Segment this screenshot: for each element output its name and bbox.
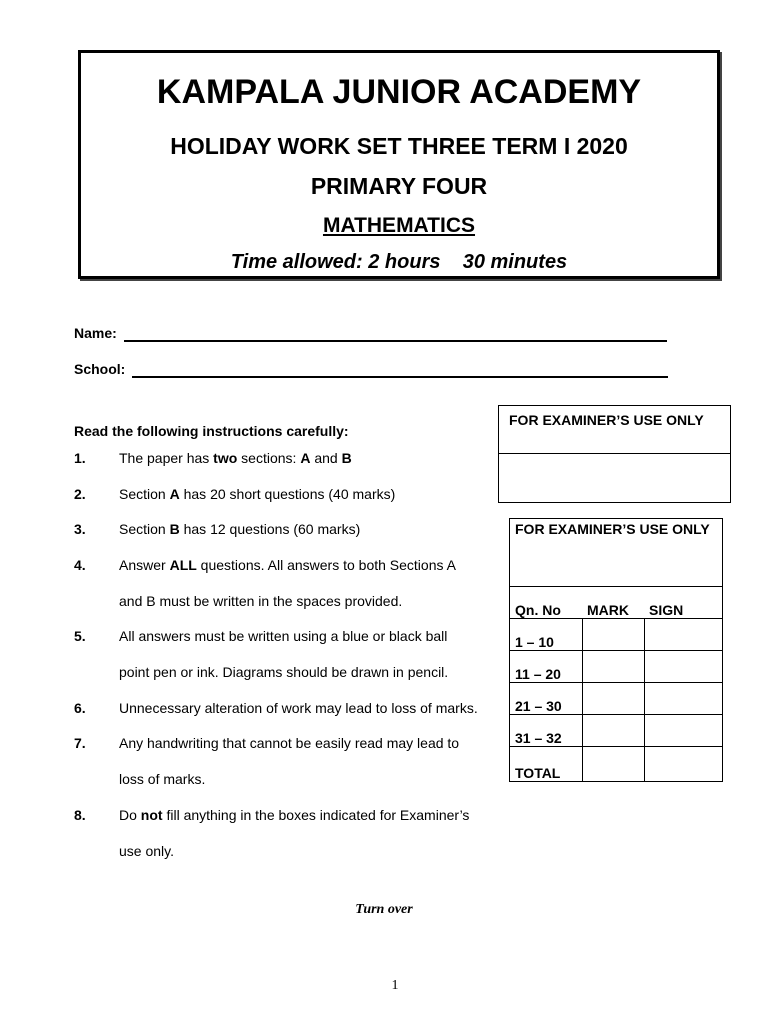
examiner-box-small-title: FOR EXAMINER’S USE ONLY: [509, 412, 704, 428]
question-range-cell: TOTAL: [510, 747, 583, 782]
instruction-text: The paper has two sections: A and B: [119, 450, 352, 466]
examiner-table-row: [510, 619, 723, 651]
sign-cell: [644, 715, 723, 747]
instructions-heading: Read the following instructions carefully:: [74, 423, 349, 439]
examiner-table-row: [510, 747, 723, 782]
examiner-table-row: [510, 715, 723, 747]
mark-cell: [582, 747, 644, 782]
examiner-table-title: FOR EXAMINER’S USE ONLY: [510, 519, 723, 587]
header-box: [78, 50, 720, 279]
page-number: 1: [391, 978, 399, 993]
instruction-number: 7.: [74, 735, 86, 751]
instruction-number: 5.: [74, 628, 86, 644]
examiner-table: [509, 518, 723, 782]
school-line: [132, 376, 668, 378]
set-title: HOLIDAY WORK SET THREE TERM I 2020: [170, 133, 628, 159]
instruction-text: Section B has 12 questions (60 marks): [119, 521, 361, 537]
school-name: KAMPALA JUNIOR ACADEMY: [156, 73, 642, 111]
header-mark: MARK: [582, 587, 644, 619]
instruction-text: Answer ALL questions. All answers to both Sections A: [119, 557, 456, 573]
instruction-text: Unnecessary alteration of work may lead to loss of marks.: [119, 700, 478, 716]
subject-title: MATHEMATICS: [322, 214, 476, 237]
sign-cell: [644, 619, 723, 651]
question-range-cell: 1 – 10: [510, 619, 583, 651]
mark-cell: [582, 683, 644, 715]
mark-cell: [582, 619, 644, 651]
class-title: PRIMARY FOUR: [310, 173, 488, 199]
name-label: Name:: [74, 325, 117, 341]
instruction-text: Any handwriting that cannot be easily read may lead to: [119, 735, 460, 751]
mark-cell: [582, 715, 644, 747]
examiner-box-divider: [499, 453, 730, 454]
question-range-cell: 21 – 30: [510, 683, 583, 715]
examiner-box-small: [498, 405, 731, 503]
examiner-table-row: [510, 651, 723, 683]
instruction-number: 8.: [74, 807, 86, 823]
sign-cell: [644, 651, 723, 683]
instruction-number: 2.: [74, 486, 86, 502]
school-field[interactable]: [74, 361, 125, 377]
question-range-cell: 31 – 32: [510, 715, 583, 747]
instruction-text: point pen or ink. Diagrams should be drawn in pencil.: [119, 664, 449, 680]
instruction-text: loss of marks.: [119, 771, 206, 787]
instruction-number: 4.: [74, 557, 86, 573]
mark-cell: [582, 651, 644, 683]
question-range-cell: 11 – 20: [510, 651, 583, 683]
name-field[interactable]: [74, 325, 117, 341]
instruction-number: 6.: [74, 700, 86, 716]
instruction-text: use only.: [119, 843, 174, 859]
sign-cell: [644, 683, 723, 715]
school-label: School:: [74, 361, 126, 377]
sign-cell: [644, 747, 723, 782]
instruction-text: All answers must be written using a blue or black ball: [119, 628, 448, 644]
header-qn-no: Qn. No: [510, 587, 583, 619]
instruction-number: 1.: [74, 450, 86, 466]
header-sign: SIGN: [644, 587, 723, 619]
time-allowed: Time allowed: 2 hours 30 minutes: [230, 251, 568, 273]
instruction-text: Section A has 20 short questions (40 marks): [119, 486, 396, 502]
instruction-number: 3.: [74, 521, 86, 537]
instruction-text: and B must be written in the spaces provided.: [119, 593, 403, 609]
examiner-table-row: [510, 683, 723, 715]
name-line: [124, 340, 667, 342]
turn-over: Turn over: [355, 902, 413, 917]
instruction-text: Do not fill anything in the boxes indicated for Examiner’s: [119, 807, 470, 823]
